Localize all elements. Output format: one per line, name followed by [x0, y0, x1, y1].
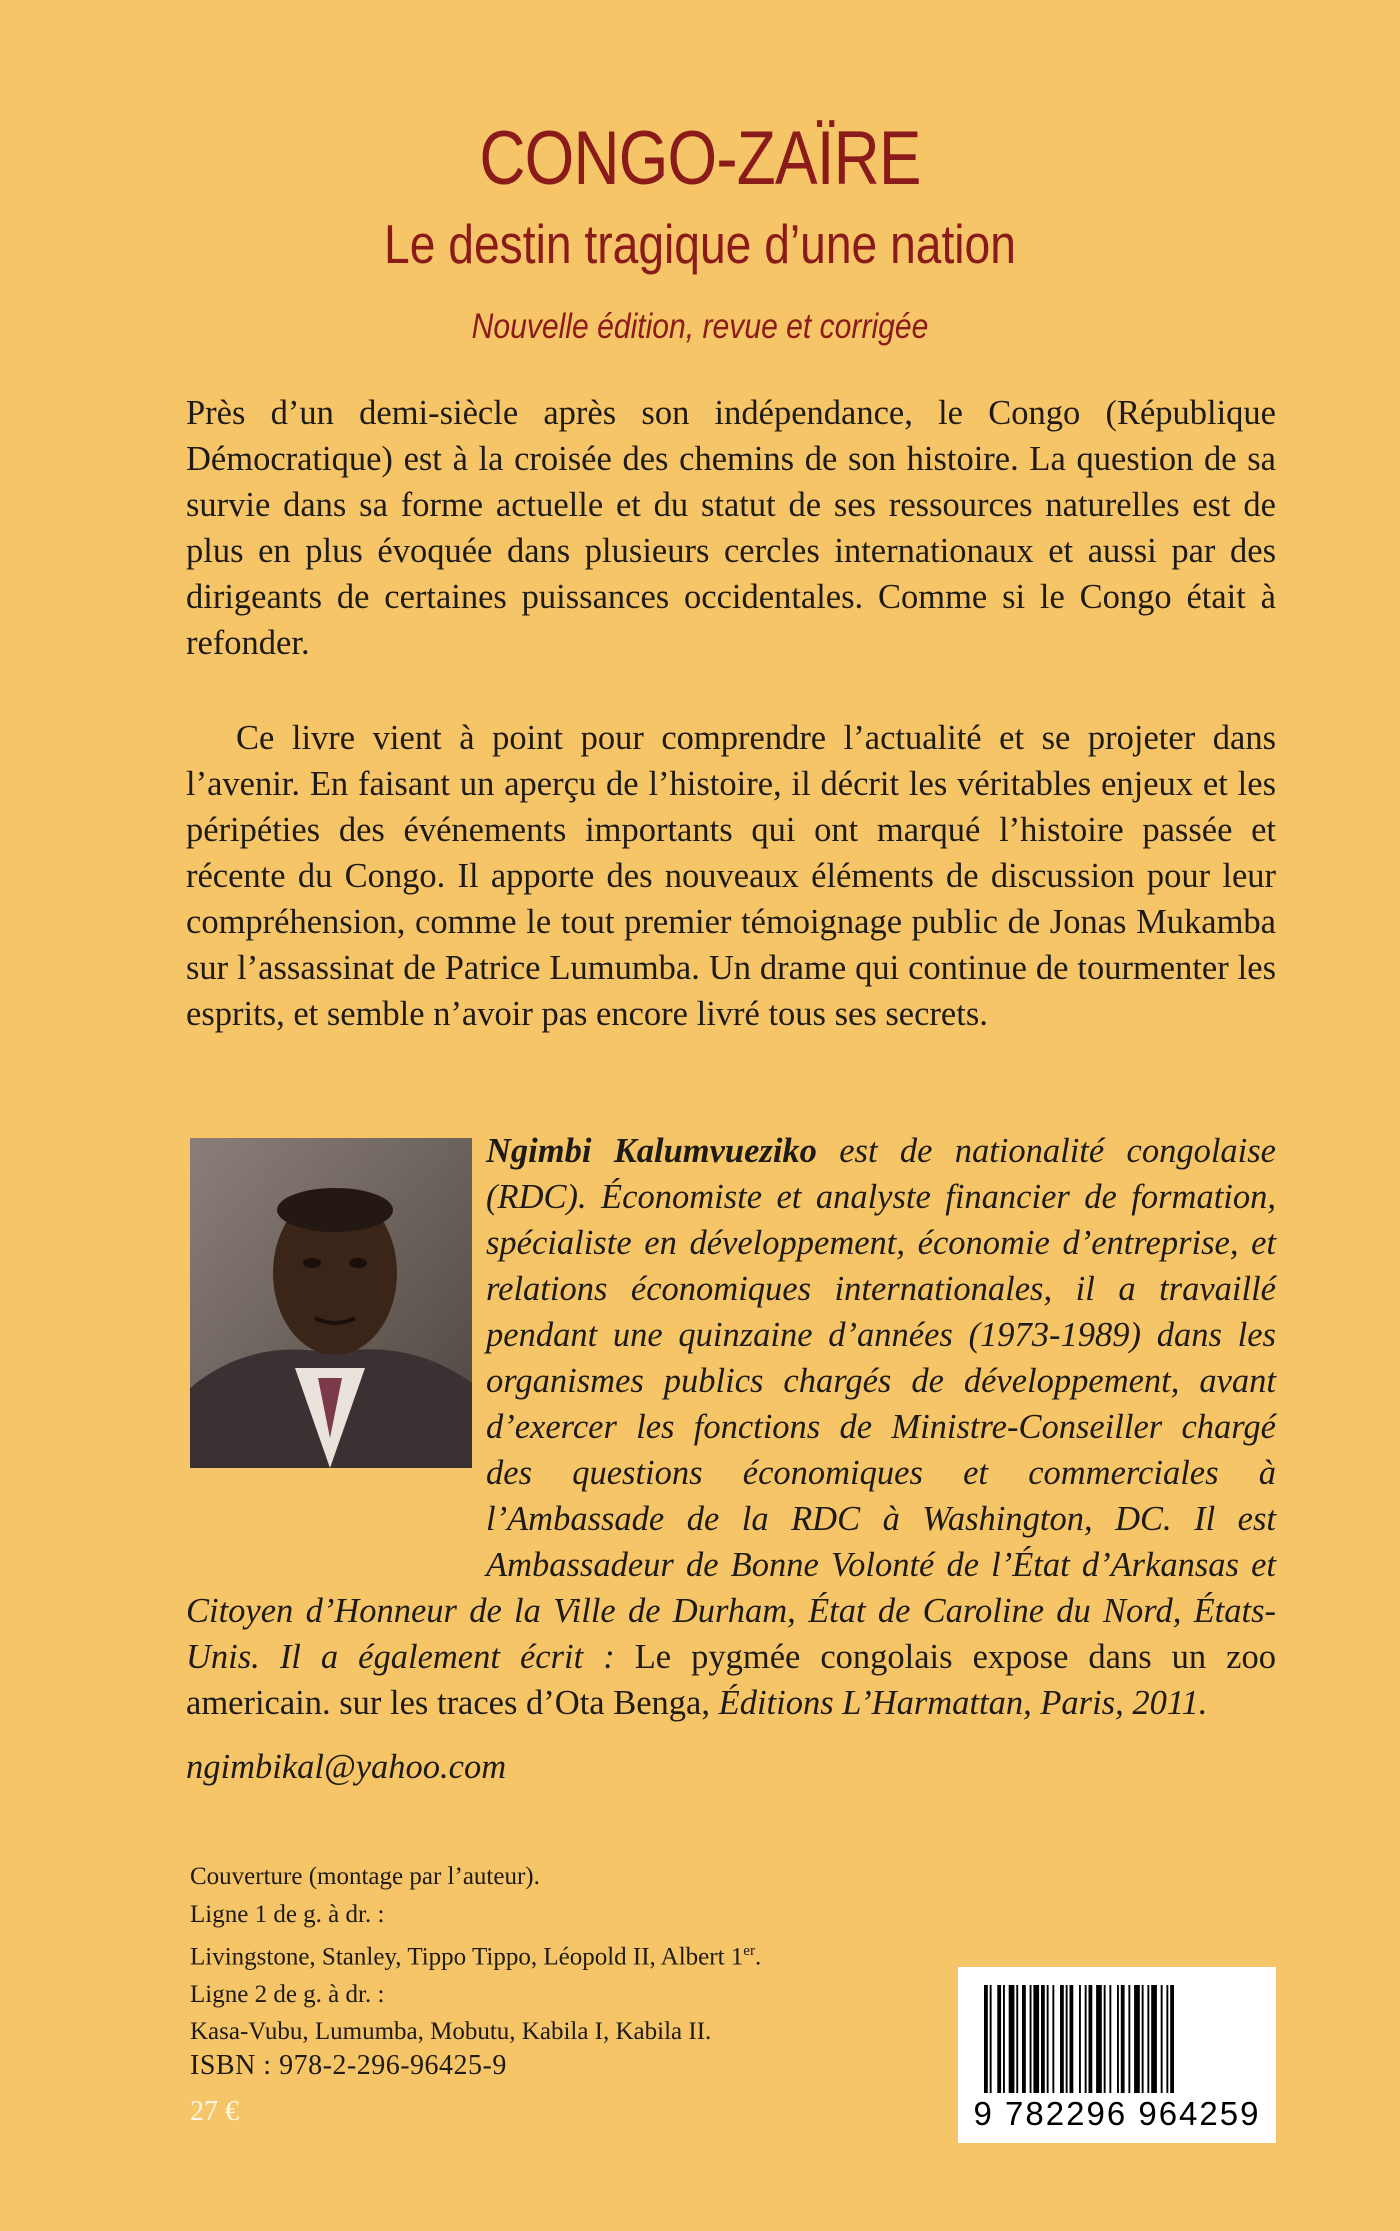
barcode-bar — [1142, 1985, 1144, 2093]
barcode-bar — [1085, 1985, 1087, 2093]
barcode-digits: 9 782296 964259 — [973, 2095, 1261, 2132]
barcode-bar — [1066, 1985, 1068, 2093]
credits-line-3: Livingstone, Stanley, Tippo Tippo, Léopold II, Albert 1er. — [190, 1943, 762, 1971]
barcode — [958, 1967, 1276, 2143]
credits-line-1: Couverture (montage par l’auteur). — [190, 1863, 540, 1890]
credits-line-2: Ligne 1 de g. à dr. : — [190, 1900, 385, 1928]
barcode-bar — [1070, 1985, 1074, 2093]
barcode-bar — [1060, 1985, 1064, 2093]
barcode-bar — [984, 1985, 988, 2093]
barcode-bar — [1022, 1985, 1026, 2093]
barcode-bar — [1104, 1985, 1106, 2093]
author-bio — [186, 1128, 1276, 1726]
barcode-bar — [1030, 1985, 1032, 2093]
barcode-bar — [1003, 1985, 1005, 2093]
barcode-bar — [1052, 1985, 1054, 2093]
barcode-bar — [1089, 1985, 1093, 2093]
barcode-bar — [1128, 1985, 1130, 2093]
author-name: Ngimbi Kalumvueziko — [486, 1132, 817, 1170]
credits-line-5: Kasa-Vubu, Lumumba, Mobutu, Kabila I, Kabila II. — [190, 2018, 712, 2046]
barcode-bar — [1147, 1985, 1149, 2093]
barcode-bar — [1117, 1985, 1119, 2093]
barcode-bar — [1041, 1985, 1045, 2093]
other-book-publisher: Éditions L’Harmattan, Paris, 2011. — [710, 1684, 1208, 1722]
barcode-bar — [1033, 1985, 1039, 2093]
barcode-bars — [958, 1967, 1276, 2097]
barcode-bar — [1151, 1985, 1157, 2093]
barcode-bar — [1161, 1985, 1163, 2093]
barcode-bar — [1016, 1985, 1018, 2093]
synopsis-paragraph-2: Ce livre vient à point pour comprendre l’actualité et se projeter dans l’avenir. En faisant un aperçu de l’histoire, il décrit les véritables enjeux et les péripéties des événements importants qui ont marqué l’histoire passée et récente du Congo. Il apporte des nouveaux éléments de discussion pour leur compréhension, comme le tout premier témoignage public de Jonas Mukamba sur l’assassinat de Patrice Lumumba. Un drame qui continue de tourmenter les esprits, et semble n’avoir pas encore livré tous ses secrets. — [186, 719, 1276, 1033]
barcode-bar — [1109, 1985, 1111, 2093]
cover-credits — [190, 1858, 761, 2051]
barcode-bar — [997, 1985, 1001, 2093]
barcode-bar — [1121, 1985, 1125, 2093]
barcode-bar — [1134, 1985, 1140, 2093]
author-email[interactable]: ngimbikal@yahoo.com — [186, 1748, 507, 1786]
barcode-bar — [1166, 1985, 1168, 2093]
barcode-bar — [1170, 1985, 1174, 2093]
price: 27 € — [190, 2096, 239, 2127]
book-subtitle: Le destin tragique d’une nation — [384, 213, 1016, 275]
barcode-bar — [1047, 1985, 1049, 2093]
barcode-bar — [990, 1985, 992, 2093]
book-title: CONGO-ZAÏRE — [479, 116, 921, 201]
author-bio-text: est de nationalité congolaise (RDC). Économiste et analyste financier de formation, spécialiste en développement, économie d’entreprise, et relations économiques internationales, il a travaillé pendant une quinzaine d’années (1973-1989) dans les organismes publics chargés de développement, avant d’exercer les fonctions de Ministre-Conseiller chargé des questions économiques et commerciales à l’Ambassade de la RDC à Washington, DC. Il est Ambassadeur de Bonne Volonté de l’État d’Arkansas et Citoyen d’Honneur de la Ville de Durham, État de Caroline du Nord, États-Unis. Il a également écrit : — [186, 1132, 1276, 1676]
other-book-title: Le pygmée congolais expose dans un zoo americain. sur les traces d’Ota Benga, — [186, 1638, 1276, 1722]
edition-note: Nouvelle édition, revue et corrigée — [471, 307, 929, 346]
synopsis-paragraph-1: Près d’un demi-siècle après son indépendance, le Congo (République Démocratique) est à la croisée des chemins de son histoire. La question de sa survie dans sa forme actuelle et du statut de ses ressources naturelles est de plus en plus évoquée dans plusieurs cercles internationaux et aussi par des dirigeants de certaines puissances occidentales. Comme si le Congo était à refonder. — [186, 394, 1276, 662]
barcode-bar — [1079, 1985, 1081, 2093]
credits-line-4: Ligne 2 de g. à dr. : — [190, 1980, 385, 2008]
barcode-bar — [1096, 1985, 1102, 2093]
isbn: ISBN : 978-2-296-96425-9 — [190, 2050, 507, 2081]
barcode-bar — [1009, 1985, 1015, 2093]
